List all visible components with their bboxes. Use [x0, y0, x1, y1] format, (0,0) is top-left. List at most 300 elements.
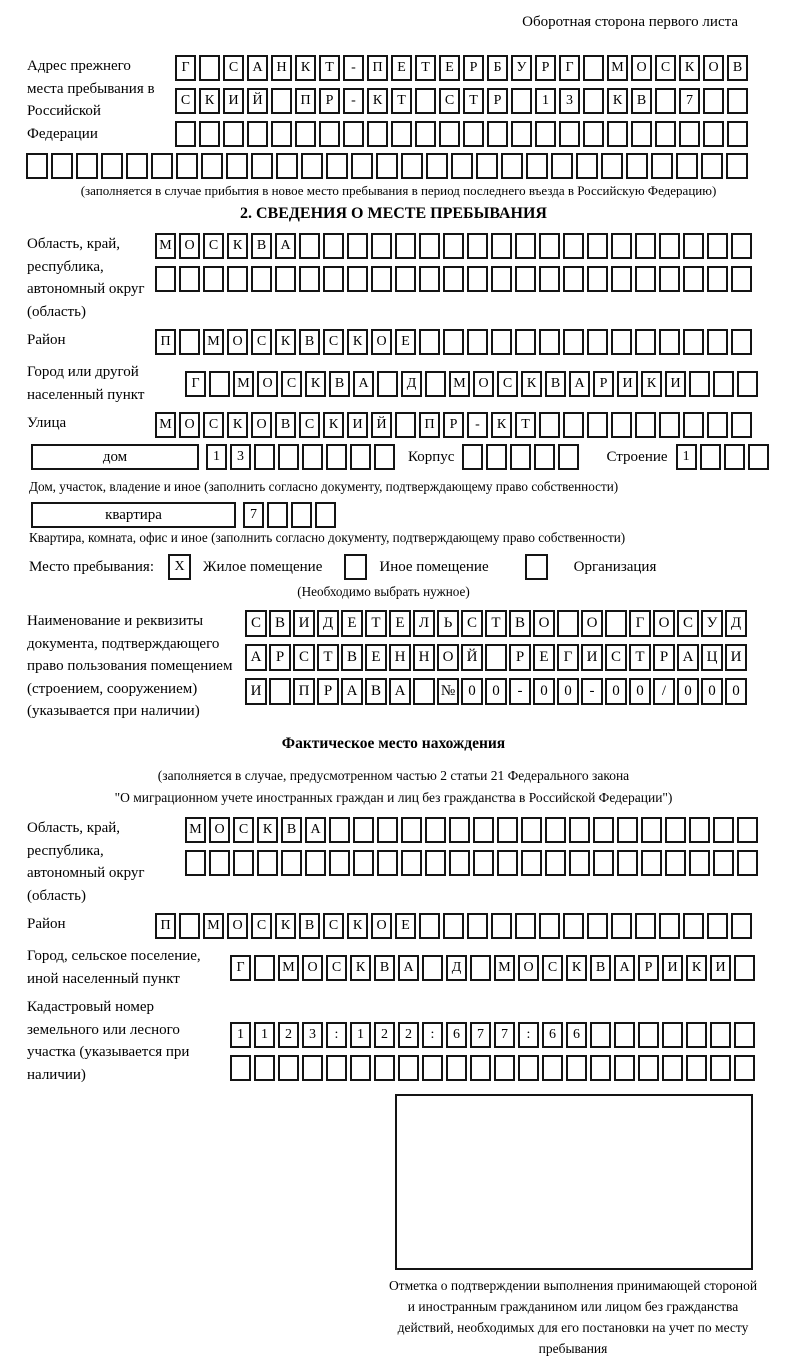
char-cell: [526, 153, 548, 179]
char-cell: [201, 153, 223, 179]
char-cell: И: [662, 955, 683, 981]
char-cell: [665, 850, 686, 876]
char-cell: Р: [269, 644, 291, 671]
char-cell: [713, 850, 734, 876]
char-cell: [449, 850, 470, 876]
char-cell: [583, 55, 604, 81]
char-cell: [485, 644, 507, 671]
house-number-cells: [206, 444, 398, 470]
char-cell: [305, 850, 326, 876]
char-cell: [446, 1055, 467, 1081]
char-cell: В: [590, 955, 611, 981]
char-cell: [151, 153, 173, 179]
char-cell: [497, 817, 518, 843]
char-cell: [569, 850, 590, 876]
char-cell: [470, 1055, 491, 1081]
char-cell: [463, 121, 484, 147]
char-cell: 6: [566, 1022, 587, 1048]
char-cell: [655, 121, 676, 147]
char-cell: Р: [463, 55, 484, 81]
char-cell: [515, 266, 536, 292]
char-cell: [419, 233, 440, 259]
char-cell: В: [341, 644, 363, 671]
char-cell: М: [607, 55, 628, 81]
char-cell: В: [365, 678, 387, 705]
char-cell: [101, 153, 123, 179]
char-cell: [611, 913, 632, 939]
char-cell: [617, 850, 638, 876]
char-cell: С: [326, 955, 347, 981]
char-cell: 0: [485, 678, 507, 705]
document-row-2: [245, 644, 749, 671]
char-cell: 1: [535, 88, 556, 114]
char-cell: [347, 233, 368, 259]
char-cell: [323, 233, 344, 259]
char-cell: [515, 233, 536, 259]
char-cell: 1: [676, 444, 697, 470]
char-cell: С: [245, 610, 267, 637]
char-cell: [376, 153, 398, 179]
char-cell: А: [614, 955, 635, 981]
char-cell: Й: [461, 644, 483, 671]
char-cell: [377, 371, 398, 397]
document-row-1: [245, 610, 749, 637]
char-cell: [291, 502, 312, 528]
char-cell: [209, 850, 230, 876]
char-cell: [727, 88, 748, 114]
char-cell: [583, 88, 604, 114]
char-cell: [731, 266, 752, 292]
char-cell: [473, 850, 494, 876]
char-cell: С: [299, 412, 320, 438]
district-label: Район: [27, 332, 66, 348]
char-cell: [391, 121, 412, 147]
char-cell: [415, 88, 436, 114]
cadastre-row-2: [230, 1055, 758, 1081]
char-cell: [511, 121, 532, 147]
char-cell: [467, 233, 488, 259]
char-cell: К: [641, 371, 662, 397]
stamp-caption: Отметка о подтверждении выполнения принимающей стороной и иностранным гражданином или лицом без гражданства действий, необходимых для его постановки на учет по месту пребывания: [388, 1278, 758, 1356]
char-cell: [276, 153, 298, 179]
char-cell: [497, 850, 518, 876]
char-cell: [367, 121, 388, 147]
page-side-note: Оборотная сторона первого листа: [522, 14, 738, 30]
char-cell: О: [518, 955, 539, 981]
char-cell: [559, 121, 580, 147]
char-cell: [269, 678, 291, 705]
street-row: [155, 412, 755, 438]
char-cell: В: [631, 88, 652, 114]
char-cell: [683, 233, 704, 259]
char-cell: 2: [398, 1022, 419, 1048]
char-cell: [451, 153, 473, 179]
char-cell: [689, 850, 710, 876]
char-cell: [199, 121, 220, 147]
char-cell: [683, 412, 704, 438]
char-cell: [611, 412, 632, 438]
char-cell: [659, 329, 680, 355]
char-cell: С: [439, 88, 460, 114]
char-cell: [251, 153, 273, 179]
char-cell: [611, 233, 632, 259]
char-cell: [227, 266, 248, 292]
region-rows: [155, 233, 755, 292]
district-row: [155, 329, 755, 355]
char-cell: [299, 233, 320, 259]
char-cell: [401, 850, 422, 876]
char-cell: -: [343, 55, 364, 81]
prev-address-row-3: [175, 121, 751, 147]
char-cell: К: [227, 233, 248, 259]
char-cell: С: [323, 913, 344, 939]
char-cell: В: [269, 610, 291, 637]
char-cell: [539, 412, 560, 438]
char-cell: О: [703, 55, 724, 81]
stamp-area: [395, 1094, 753, 1270]
char-cell: Г: [230, 955, 251, 981]
char-cell: Т: [485, 610, 507, 637]
char-cell: М: [155, 233, 176, 259]
char-cell: [545, 817, 566, 843]
char-cell: [443, 329, 464, 355]
char-cell: А: [245, 644, 267, 671]
char-cell: [319, 121, 340, 147]
char-cell: [374, 444, 395, 470]
char-cell: [377, 850, 398, 876]
char-cell: [494, 1055, 515, 1081]
char-cell: [353, 850, 374, 876]
char-cell: С: [542, 955, 563, 981]
stroenie-cells: [676, 444, 772, 470]
char-cell: О: [179, 233, 200, 259]
char-cell: [611, 266, 632, 292]
char-cell: [185, 850, 206, 876]
char-cell: [558, 444, 579, 470]
prev-address-label: Адрес прежнего места пребывания в Российской Федерации: [27, 58, 155, 142]
char-cell: [539, 233, 560, 259]
char-cell: [233, 850, 254, 876]
char-cell: П: [155, 329, 176, 355]
char-cell: 1: [230, 1022, 251, 1048]
char-cell: [209, 371, 230, 397]
char-cell: [659, 412, 680, 438]
cadastre-block: [27, 996, 800, 1086]
char-cell: [734, 955, 755, 981]
char-cell: Д: [725, 610, 747, 637]
char-cell: [641, 850, 662, 876]
document-row-3: [245, 678, 749, 705]
char-cell: -: [467, 412, 488, 438]
char-cell: Р: [535, 55, 556, 81]
char-cell: [713, 371, 734, 397]
char-cell: К: [679, 55, 700, 81]
char-cell: [511, 88, 532, 114]
char-cell: М: [233, 371, 254, 397]
char-cell: М: [449, 371, 470, 397]
char-cell: [425, 817, 446, 843]
char-cell: [275, 266, 296, 292]
char-cell: К: [686, 955, 707, 981]
document-label: Наименование и реквизиты документа, подтверждающего право пользования помещением (строением, сооружением) (указывается при наличии): [27, 613, 233, 719]
char-cell: -: [343, 88, 364, 114]
char-cell: Т: [319, 55, 340, 81]
char-cell: [563, 233, 584, 259]
char-cell: [347, 266, 368, 292]
char-cell: 7: [470, 1022, 491, 1048]
char-cell: [351, 153, 373, 179]
char-cell: [635, 329, 656, 355]
actual-region-row-2: [185, 850, 761, 876]
char-cell: К: [305, 371, 326, 397]
char-cell: О: [302, 955, 323, 981]
char-cell: :: [422, 1022, 443, 1048]
char-cell: М: [185, 817, 206, 843]
char-cell: -: [509, 678, 531, 705]
char-cell: [419, 266, 440, 292]
char-cell: Р: [653, 644, 675, 671]
char-cell: [635, 913, 656, 939]
char-cell: П: [367, 55, 388, 81]
char-cell: К: [257, 817, 278, 843]
char-cell: [401, 153, 423, 179]
char-cell: [535, 121, 556, 147]
char-cell: С: [203, 233, 224, 259]
char-cell: К: [199, 88, 220, 114]
char-cell: [701, 153, 723, 179]
char-cell: Р: [593, 371, 614, 397]
actual-city-row: [230, 955, 758, 981]
char-cell: 0: [605, 678, 627, 705]
char-cell: Р: [638, 955, 659, 981]
char-cell: К: [491, 412, 512, 438]
char-cell: Е: [341, 610, 363, 637]
char-cell: [683, 913, 704, 939]
char-cell: Д: [446, 955, 467, 981]
char-cell: 7: [243, 502, 264, 528]
char-cell: [713, 817, 734, 843]
char-cell: №: [437, 678, 459, 705]
char-cell: [724, 444, 745, 470]
char-cell: М: [203, 913, 224, 939]
char-cell: 2: [278, 1022, 299, 1048]
char-cell: 0: [725, 678, 747, 705]
char-cell: [443, 233, 464, 259]
actual-region-rows: [185, 817, 761, 876]
char-cell: [470, 955, 491, 981]
char-cell: А: [305, 817, 326, 843]
char-cell: [521, 850, 542, 876]
char-cell: [419, 913, 440, 939]
char-cell: [415, 121, 436, 147]
char-cell: [651, 153, 673, 179]
char-cell: [486, 444, 507, 470]
char-cell: Е: [365, 644, 387, 671]
stay-type-row: [29, 554, 800, 580]
char-cell: Т: [515, 412, 536, 438]
char-cell: [662, 1055, 683, 1081]
char-cell: [371, 233, 392, 259]
char-cell: [443, 913, 464, 939]
char-cell: [587, 266, 608, 292]
char-cell: [655, 88, 676, 114]
char-cell: [271, 88, 292, 114]
char-cell: [563, 913, 584, 939]
char-cell: [395, 233, 416, 259]
char-cell: [659, 266, 680, 292]
char-cell: [707, 913, 728, 939]
char-cell: [179, 913, 200, 939]
char-cell: [179, 266, 200, 292]
char-cell: [566, 1055, 587, 1081]
char-cell: [727, 121, 748, 147]
char-cell: О: [371, 329, 392, 355]
char-cell: Д: [401, 371, 422, 397]
actual-location-note-1: (заполняется в случае, предусмотренном частью 2 статьи 21 Федерального закона: [157, 767, 630, 783]
char-cell: О: [227, 913, 248, 939]
char-cell: [539, 266, 560, 292]
char-cell: [607, 121, 628, 147]
apartment-box-label: квартира: [31, 502, 236, 528]
char-cell: [443, 266, 464, 292]
actual-location-note-2: "О миграционном учете иностранных граждан и лиц без гражданства в Российской Федерации"): [114, 789, 673, 805]
char-cell: К: [347, 913, 368, 939]
char-cell: [518, 1055, 539, 1081]
char-cell: [271, 121, 292, 147]
char-cell: 2: [374, 1022, 395, 1048]
char-cell: [641, 817, 662, 843]
char-cell: [707, 412, 728, 438]
char-cell: [590, 1022, 611, 1048]
char-cell: [353, 817, 374, 843]
char-cell: [638, 1055, 659, 1081]
char-cell: В: [329, 371, 350, 397]
char-cell: И: [223, 88, 244, 114]
char-cell: С: [251, 913, 272, 939]
char-cell: [659, 913, 680, 939]
char-cell: [176, 153, 198, 179]
char-cell: [587, 329, 608, 355]
char-cell: А: [341, 678, 363, 705]
char-cell: [611, 329, 632, 355]
char-cell: [350, 1055, 371, 1081]
char-cell: 0: [701, 678, 723, 705]
char-cell: О: [631, 55, 652, 81]
char-cell: [371, 266, 392, 292]
char-cell: 1: [254, 1022, 275, 1048]
stay-option-label-zhiloe: Жилое помещение: [203, 558, 323, 575]
char-cell: О: [581, 610, 603, 637]
char-cell: [576, 153, 598, 179]
char-cell: В: [275, 412, 296, 438]
char-cell: [590, 1055, 611, 1081]
char-cell: [422, 955, 443, 981]
char-cell: [569, 817, 590, 843]
char-cell: [179, 329, 200, 355]
char-cell: [734, 1055, 755, 1081]
stay-option-label-org: Организация: [573, 558, 657, 575]
char-cell: Т: [391, 88, 412, 114]
char-cell: [686, 1022, 707, 1048]
char-cell: [267, 502, 288, 528]
actual-district-block: [27, 913, 800, 939]
char-cell: [534, 444, 555, 470]
char-cell: [737, 817, 758, 843]
char-cell: Е: [533, 644, 555, 671]
char-cell: О: [209, 817, 230, 843]
char-cell: [395, 266, 416, 292]
char-cell: К: [350, 955, 371, 981]
char-cell: В: [509, 610, 531, 637]
char-cell: Т: [415, 55, 436, 81]
house-block: [31, 444, 800, 477]
char-cell: С: [605, 644, 627, 671]
house-box-label: дом: [31, 444, 199, 470]
char-cell: Н: [389, 644, 411, 671]
char-cell: [587, 913, 608, 939]
char-cell: [476, 153, 498, 179]
char-cell: [278, 444, 299, 470]
char-cell: М: [278, 955, 299, 981]
char-cell: А: [353, 371, 374, 397]
char-cell: [254, 1055, 275, 1081]
char-cell: О: [179, 412, 200, 438]
char-cell: [426, 153, 448, 179]
char-cell: Г: [175, 55, 196, 81]
city-row: [185, 371, 761, 397]
char-cell: Р: [443, 412, 464, 438]
apartment-cells: [243, 502, 339, 528]
city-block: [27, 361, 800, 406]
checkbox-inoe-pomeshchenie: [344, 554, 367, 580]
char-cell: [398, 1055, 419, 1081]
char-cell: [467, 913, 488, 939]
char-cell: [425, 371, 446, 397]
char-cell: 0: [677, 678, 699, 705]
char-cell: [700, 444, 721, 470]
char-cell: М: [203, 329, 224, 355]
char-cell: [247, 121, 268, 147]
actual-city-block: [27, 945, 800, 990]
char-cell: [601, 153, 623, 179]
char-cell: С: [323, 329, 344, 355]
char-cell: [377, 817, 398, 843]
char-cell: У: [511, 55, 532, 81]
char-cell: [587, 233, 608, 259]
char-cell: [254, 955, 275, 981]
char-cell: [710, 1022, 731, 1048]
char-cell: [707, 329, 728, 355]
char-cell: [462, 444, 483, 470]
char-cell: О: [257, 371, 278, 397]
char-cell: /: [653, 678, 675, 705]
char-cell: [473, 817, 494, 843]
char-cell: И: [665, 371, 686, 397]
char-cell: Л: [413, 610, 435, 637]
char-cell: [501, 153, 523, 179]
char-cell: С: [677, 610, 699, 637]
char-cell: С: [175, 88, 196, 114]
char-cell: Й: [371, 412, 392, 438]
district-block: [27, 329, 800, 355]
char-cell: [491, 913, 512, 939]
korpus-cells: [462, 444, 582, 470]
char-cell: [731, 913, 752, 939]
city-label: Город или другой населенный пункт: [27, 364, 145, 403]
char-cell: [563, 412, 584, 438]
char-cell: [731, 233, 752, 259]
char-cell: П: [155, 913, 176, 939]
